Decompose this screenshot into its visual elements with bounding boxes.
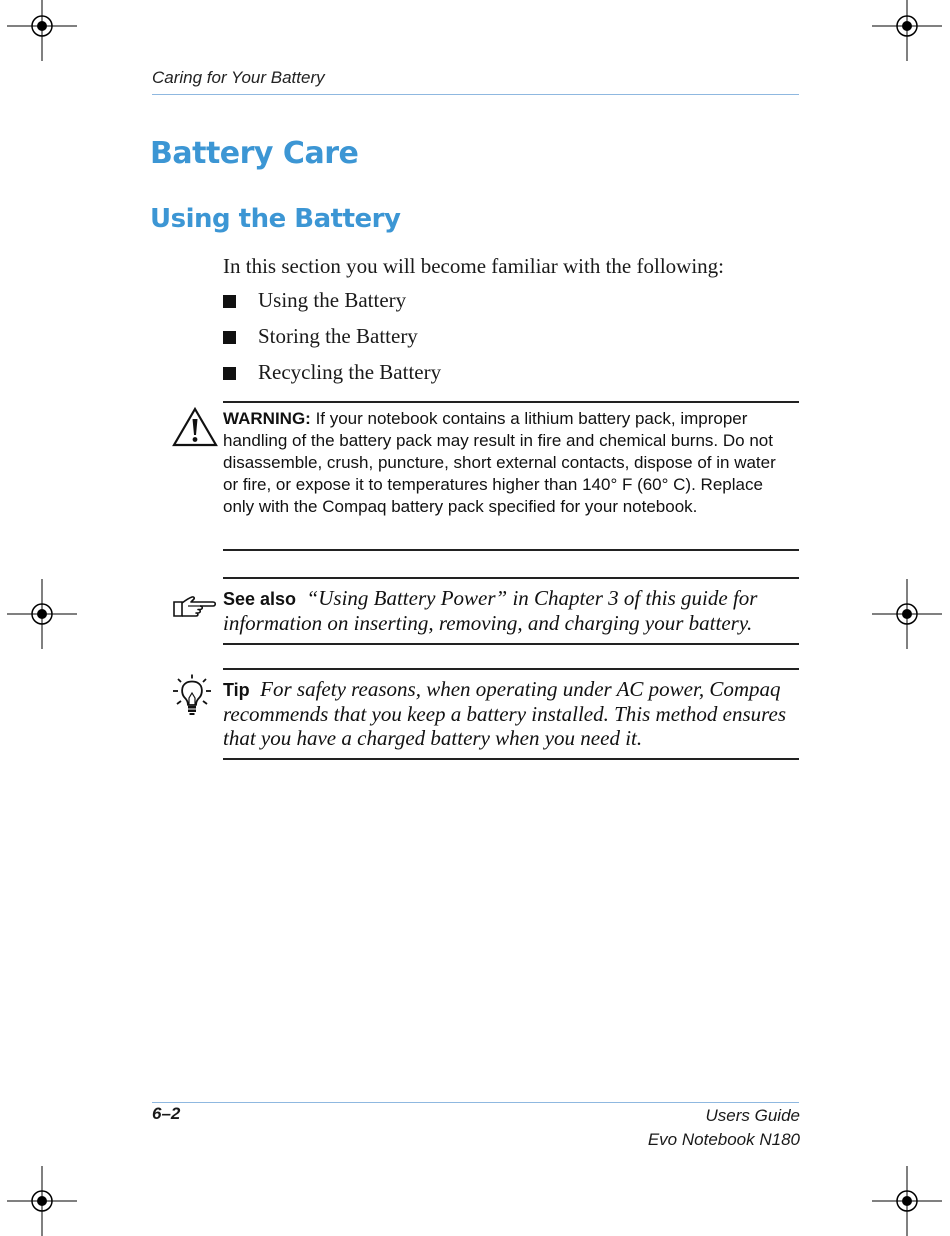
seealso-top-rule: [223, 577, 799, 579]
section-title: Using the Battery: [150, 204, 401, 234]
pointing-hand-icon: [172, 594, 218, 620]
warning-bottom-rule: [223, 549, 799, 551]
footer-doc-info: [648, 1104, 800, 1152]
topic-list: [223, 288, 441, 396]
lightbulb-icon: [170, 674, 214, 718]
registration-mark-bottom-right: [872, 1166, 942, 1236]
page-title: Battery Care: [150, 136, 359, 171]
list-item: Storing the Battery: [223, 324, 441, 360]
registration-mark-bottom-left: [7, 1166, 77, 1236]
tip-top-rule: [223, 668, 799, 670]
warning-body: If your notebook contains a lithium battery pack, improper handling of the battery pack may result in fire and chemical burns. Do not disassemble, crush, puncture, short external contacts, dispose of in water or fire, or expose it to temperatures higher than 140° F (60° C). Replace only with the Compaq battery pack specified for your notebook.: [223, 409, 776, 516]
tip-label: Tip: [223, 680, 250, 700]
registration-mark-top-right: [872, 0, 942, 61]
registration-mark-mid-right: [872, 579, 942, 649]
tip-bottom-rule: [223, 758, 799, 760]
warning-top-rule: [223, 401, 799, 403]
list-item: Recycling the Battery: [223, 360, 441, 396]
page-number: 6–2: [152, 1104, 181, 1123]
footer-product: Evo Notebook N180: [647, 1130, 800, 1149]
warning-note: [223, 408, 783, 518]
see-also-label: See also: [223, 589, 297, 609]
registration-mark-top-left: [7, 0, 77, 61]
list-item: Using the Battery: [223, 288, 441, 324]
registration-mark-mid-left: [7, 579, 77, 649]
square-bullet-icon: [223, 295, 236, 308]
running-header: Caring for Your Battery: [152, 68, 325, 87]
footer-rule: [152, 1102, 799, 1103]
tip-body: For safety reasons, when operating under AC power, Compaq recommends that you keep a battery installed. This method ensures that you have a charged battery when you need it.: [223, 677, 787, 750]
tip-note: [223, 677, 813, 750]
seealso-bottom-rule: [223, 643, 799, 645]
intro-text: In this section you will become familiar with the following:: [223, 254, 724, 278]
square-bullet-icon: [223, 367, 236, 380]
footer-doc-title: Users Guide: [705, 1106, 800, 1125]
header-rule: [152, 94, 799, 95]
warning-triangle-icon: [171, 406, 219, 448]
square-bullet-icon: [223, 331, 236, 344]
see-also-note: [223, 586, 813, 635]
warning-label: WARNING:: [223, 409, 311, 428]
see-also-body: “Using Battery Power” in Chapter 3 of this guide for information on inserting, removing, and charging your battery.: [223, 586, 758, 635]
